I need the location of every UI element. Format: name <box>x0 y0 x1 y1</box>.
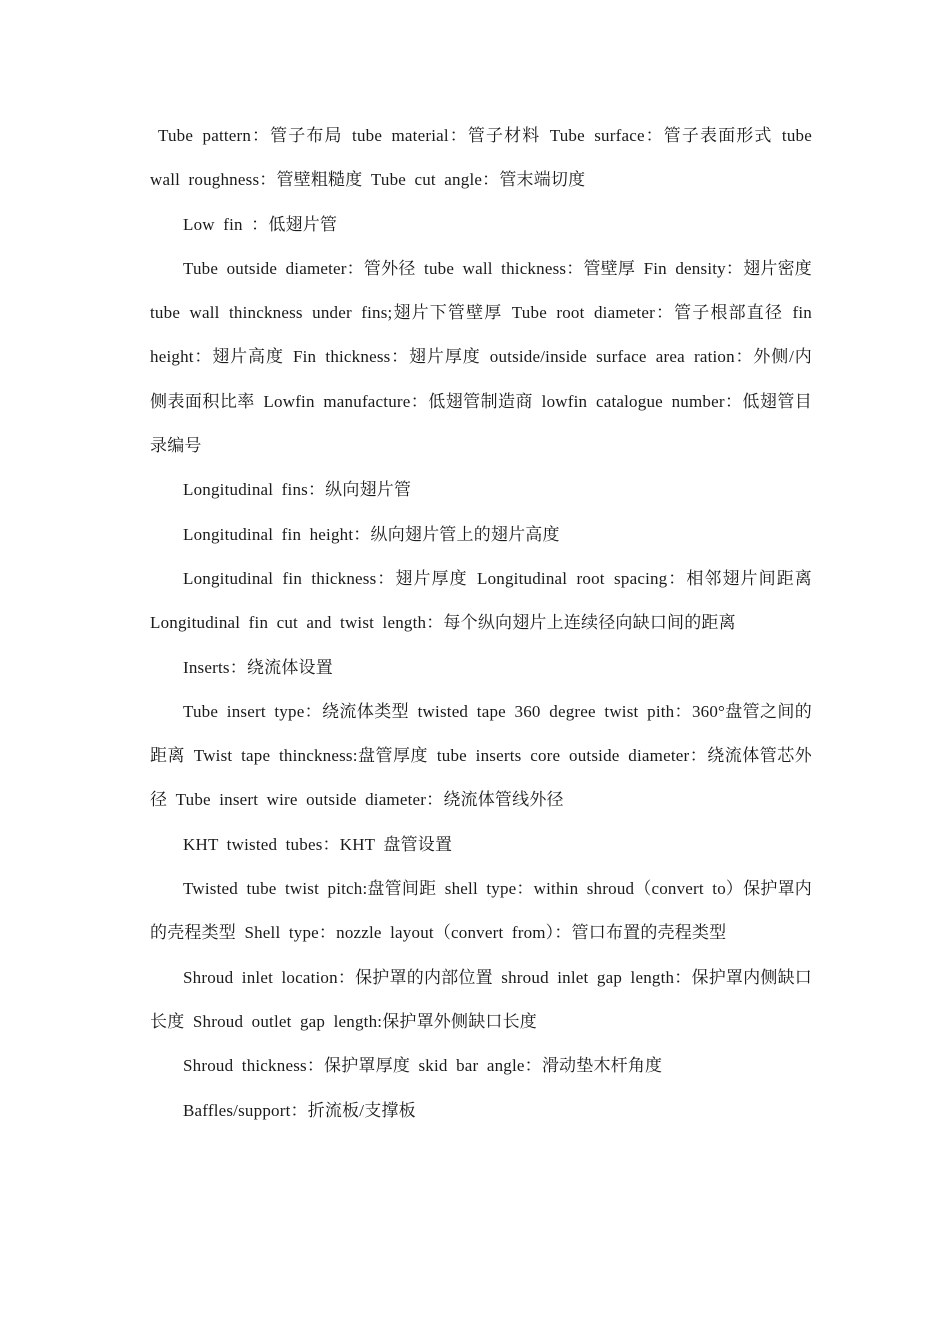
paragraph-twisted-tube-pitch: Twisted tube twist pitch:盘管间距 shell type：within shroud（convert to）保护罩内的壳程类型 Shell type：nozzle layout（convert from）：管口布置的壳程类型 <box>150 879 812 943</box>
paragraph-tube-outside-diameter: Tube outside diameter：管外径 tube wall thickness：管壁厚 Fin density：翅片密度 tube wall thinckness under fins;翅片下管壁厚 Tube root diameter：管子根部直径 fin height：翅片高度 Fin thickness：翅片厚度 outside/inside surface area ration：外侧/内侧表面积比率 Lowfin manufacture：低翅管制造商 lowfin catalogue number：低翅管目录编号 <box>150 258 812 456</box>
document-body <box>150 114 812 1133</box>
paragraph-low-fin: Low fin ：低翅片管 <box>183 214 338 234</box>
paragraph-inserts: Inserts：绕流体设置 <box>183 657 333 677</box>
paragraph-shroud-inlet: Shroud inlet location：保护罩的内部位置 shroud inlet gap length：保护罩内侧缺口长度 Shroud outlet gap length:保护罩外侧缺口长度 <box>150 967 812 1031</box>
paragraph-longitudinal-fins: Longitudinal fins：纵向翅片管 <box>183 480 412 500</box>
paragraph-baffles-support: Baffles/support：折流板/支撑板 <box>183 1100 416 1120</box>
paragraph-tube-insert-type: Tube insert type：绕流体类型 twisted tape 360 degree twist pith：360°盘管之间的距离 Twist tape thinckness:盘管厚度 tube inserts core outside diameter：绕流体管芯外径 Tube insert wire outside diameter：绕流体管线外径 <box>150 701 812 810</box>
paragraph-shroud-thickness: Shroud thickness：保护罩厚度 skid bar angle：滑动垫木杆角度 <box>183 1056 663 1076</box>
paragraph-kht-twisted-tubes: KHT twisted tubes：KHT 盘管设置 <box>183 834 453 854</box>
paragraph-longitudinal-fin-height: Longitudinal fin height：纵向翅片管上的翅片高度 <box>183 524 560 544</box>
paragraph-longitudinal-fin-thickness: Longitudinal fin thickness：翅片厚度 Longitudinal root spacing：相邻翅片间距离 Longitudinal fin cut and twist length：每个纵向翅片上连续径向缺口间的距离 <box>150 568 812 633</box>
paragraph-tube-pattern: Tube pattern：管子布局 tube material：管子材料 Tube surface：管子表面形式 tube wall roughness：管壁粗糙度 Tube cut angle：管末端切度 <box>150 126 812 190</box>
